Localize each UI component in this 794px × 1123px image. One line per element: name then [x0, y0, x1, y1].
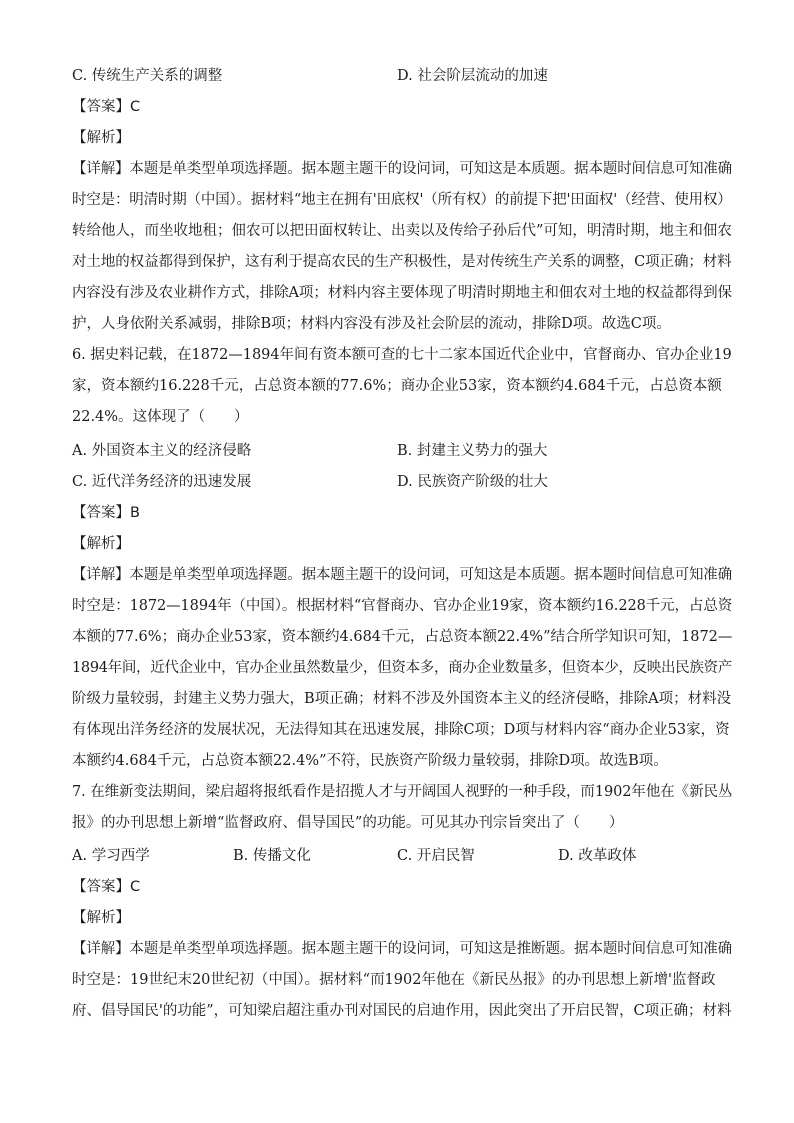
q7-option-c: C. 开启民智 [397, 848, 475, 864]
q7-detail-line: 府、倡导国民'的功能”，可知梁启超注重办刊对国民的启迪作用，因此突出了开启民智，C项正确；材料 [72, 1003, 732, 1019]
q6-detail-line: 有体现出洋务经济的发展状况，无法得知其在迅速发展，排除C项；D项与材料内容“商办企业53家，资 [72, 722, 730, 738]
q6-stem-line: 家，资本额约16.228千元，占总资本额的77.6%；商办企业53家，资本额约4.684千元，占总资本额 [72, 378, 722, 394]
q5-option-d: D. 社会阶层流动的加速 [397, 68, 548, 84]
q6-option-d: D. 民族资产阶级的壮大 [397, 474, 548, 490]
q5-detail-line: 护，人身依附关系减弱，排除B项；材料内容没有涉及社会阶层的流动，排除D项。故选C项。 [72, 316, 671, 332]
q6-detail-line: 本额约4.684千元，占总资本额22.4%”不符，民族资产阶级力量较弱，排除D项。故选B项。 [72, 753, 668, 769]
q6-detail-line: 时空是：1872—1894年（中国）。根据材料“官督商办、官办企业19家，资本额约16.228千元，占总资 [72, 598, 733, 614]
q5-detail-line: 转给他人，而坐收地租；佃农可以把田面权转让、出卖以及传给子孙后代”可知，明清时期，地主和佃农 [72, 223, 732, 239]
q6-option-a: A. 外国资本主义的经济侵略 [72, 443, 252, 459]
q5-detail-line: 对土地的权益都得到保护，这有利于提高农民的生产积极性，是对传统生产关系的调整，C项正确；材料 [72, 254, 732, 270]
q5-detail-line: 内容没有涉及农业耕作方式，排除A项；材料内容主要体现了明清时期地主和佃农对土地的权益都得到保 [72, 285, 732, 301]
q6-option-c: C. 近代洋务经济的迅速发展 [72, 474, 252, 490]
q5-analysis-label: 【解析】 [72, 130, 130, 146]
q6-stem-line: 6. 据史料记载，在1872—1894年间有资本额可查的七十二家本国近代企业中，官督商办、官办企业19 [72, 347, 732, 363]
q6-stem-line: 22.4%。这体现了（ ） [72, 409, 249, 425]
q5-answer: 【答案】C [72, 99, 141, 115]
q6-detail-line: 1894年间，近代企业中，官办企业虽然数量少，但资本多，商办企业数量多，但资本少，反映出民族资产 [72, 660, 732, 676]
q7-stem-line: 报》的办刊思想上新增“监督政府、倡导国民”的功能。可见其办刊宗旨突出了（ ） [72, 815, 624, 831]
q7-detail-line: 【详解】本题是单类型单项选择题。据本题主题干的设问词，可知这是推断题。据本题时间信息可知准确 [72, 941, 732, 957]
q6-detail-line: 阶级力量较弱，封建主义势力强大，B项正确；材料不涉及外国资本主义的经济侵略，排除A项；材料没 [72, 691, 732, 707]
q6-analysis-label: 【解析】 [72, 536, 130, 552]
q7-option-a: A. 学习西学 [72, 848, 150, 864]
q6-answer: 【答案】B [72, 505, 140, 521]
q5-detail-line: 【详解】本题是单类型单项选择题。据本题主题干的设问词，可知这是本质题。据本题时间信息可知准确 [72, 161, 732, 177]
q7-option-d: D. 改革政体 [558, 848, 637, 864]
q7-analysis-label: 【解析】 [72, 910, 130, 926]
q5-detail-line: 时空是：明清时期（中国）。据材料“地主在拥有'田底权'（所有权）的前提下把'田面权'（经营、使用权） [72, 192, 732, 208]
q7-answer: 【答案】C [72, 879, 141, 895]
q7-detail-line: 时空是：19世纪末20世纪初（中国）。据材料“而1902年他在《新民丛报》的办刊思想上新增'监督政 [72, 972, 716, 988]
q6-detail-line: 本额的77.6%；商办企业53家，资本额约4.684千元，占总资本额22.4%”结合所学知识可知，1872— [72, 629, 733, 645]
q7-option-b: B. 传播文化 [233, 848, 311, 864]
q6-option-b: B. 封建主义势力的强大 [397, 443, 548, 459]
q5-option-c: C. 传统生产关系的调整 [72, 68, 223, 84]
q7-stem-line: 7. 在维新变法期间，梁启超将报纸看作是招揽人才与开阔国人视野的一种手段，而1902年他在《新民丛 [72, 784, 733, 800]
q6-detail-line: 【详解】本题是单类型单项选择题。据本题主题干的设问词，可知这是本质题。据本题时间信息可知准确 [72, 567, 732, 583]
